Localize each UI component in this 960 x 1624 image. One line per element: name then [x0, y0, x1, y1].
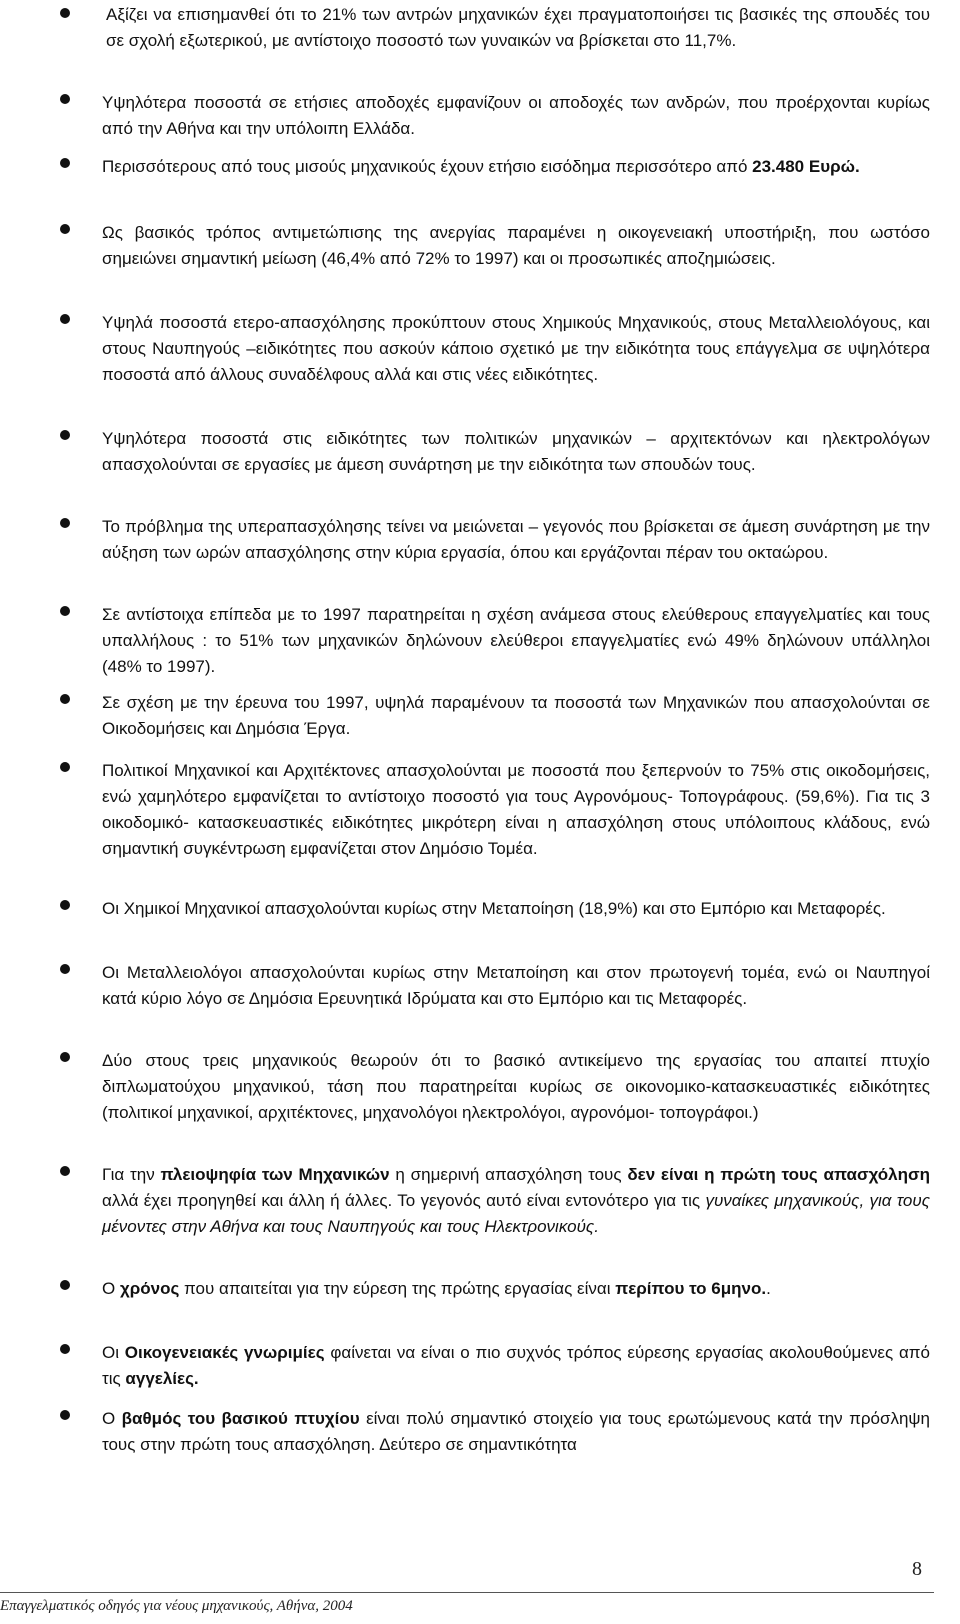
bullet-item — [60, 1276, 934, 1302]
bullet-text — [102, 426, 930, 478]
text-segment: . — [766, 1279, 771, 1298]
bullet-marker — [60, 762, 70, 772]
text-segment: Το πρόβλημα της υπεραπασχόλησης τείνει να μειώνεται – γεγονός που βρίσκεται σε άμεση συνάρτηση με την αύξηση των ωρών απασχόλησης στην κύρια εργασία, όπου και εργάζονται πέραν του οκταώρου. — [102, 517, 930, 562]
text-segment: αγγελίες. — [125, 1369, 199, 1388]
bullet-marker — [60, 1280, 70, 1290]
text-segment: Οι — [102, 1343, 125, 1362]
text-segment: η σημερινή απασχόληση τους — [389, 1165, 628, 1184]
text-segment: περίπου το 6μηνο. — [615, 1279, 767, 1298]
text-segment: που απαιτείται για την εύρεση της πρώτης εργασίας είναι — [179, 1279, 616, 1298]
bullet-item — [60, 154, 934, 180]
text-segment: Υψηλότερα ποσοστά στις ειδικότητες των πολιτικών μηχανικών – αρχιτεκτόνων και ηλεκτρολόγων απασχολούνται σε εργασίες με άμεση συνάρτηση με την ειδικότητα των σπουδών τους. — [102, 429, 930, 474]
text-segment: Σε σχέση με την έρευνα του 1997, υψηλά παραμένουν τα ποσοστά των Μηχανικών που απασχολούνται σε Οικοδομήσεις και Δημόσια Έργα. — [102, 693, 930, 738]
text-segment: χρόνος — [119, 1279, 180, 1298]
bullet-text — [102, 310, 930, 388]
bullet-text — [102, 154, 930, 180]
text-segment: Ο — [102, 1409, 122, 1428]
bullet-item — [60, 1340, 934, 1392]
bullet-item — [60, 1406, 934, 1458]
bullet-text — [102, 960, 930, 1012]
text-segment: πλειοψηφία των Μηχανικών — [160, 1165, 390, 1184]
text-segment: αλλά έχει προηγηθεί και άλλη ή άλλες. Το γεγονός αυτό είναι εντονότερο για τις — [102, 1191, 706, 1210]
footer-divider — [0, 1592, 934, 1593]
bullet-marker — [60, 1052, 70, 1062]
bullet-text — [102, 602, 930, 680]
footer-text: Επαγγελματικός οδηγός για νέους μηχανικούς, Αθήνα, 2004 — [0, 1598, 353, 1614]
bullet-marker — [60, 1166, 70, 1176]
text-segment: Πολιτικοί Μηχανικοί και Αρχιτέκτονες απασχολούνται με ποσοστά που ξεπερνούν το 75% στις οικοδομήσεις, ενώ χαμηλότερο εμφανίζεται το αντίστοιχο ποσοστό για τους Αγρονόμους- Τοπογράφους. (59,6%). Για τις 3 οικοδομικό- κατασκευαστικές ειδικότητες μικρότερη είναι η απασχόληση στους υπόλοιπους κλάδους, ενώ σημαντική συγκέντρωση εμφανίζεται στον Δημόσιο Τομέα. — [102, 761, 930, 858]
bullet-item — [60, 960, 934, 1012]
bullet-marker — [60, 224, 70, 234]
bullet-marker — [60, 94, 70, 104]
text-segment: γυναίκες μηχανικούς, για τους μένοντες στην Αθήνα και τους Ναυπηγούς και τους Ηλεκτρονικούς. — [102, 1191, 930, 1236]
text-segment: Σε αντίστοιχα επίπεδα με το 1997 παρατηρείται η σχέση ανάμεσα στους ελεύθερους επαγγελματίες και τους υπαλλήλους : το 51% των μηχανικών δηλώνουν ελεύθεροι επαγγελματίες ενώ 49% δηλώνουν υπάλληλοι (48% το 1997). — [102, 605, 930, 676]
bullet-marker — [60, 518, 70, 528]
text-segment: Δύο στους τρεις μηχανικούς θεωρούν ότι το βασικό αντικείμενο της εργασίας του απαιτεί πτυχίο διπλωματούχου μηχανικού, τάση που παρατηρείται κυρίως σε οικονομικο-κατασκευαστικές ειδικότητες (πολιτικοί μηχανικοί, αρχιτέκτονες, μηχανολόγοι ηλεκτρολόγοι, αγρονόμοι- τοπογράφοι.) — [102, 1051, 930, 1122]
bullet-marker — [60, 158, 70, 168]
bullet-item — [60, 690, 934, 742]
bullet-marker — [60, 314, 70, 324]
bullet-marker — [60, 8, 70, 18]
bullet-item — [60, 896, 934, 922]
bullet-text — [102, 90, 930, 142]
bullet-text — [102, 896, 930, 922]
text-segment: Αξίζει να επισημανθεί ότι το 21% των αντρών μηχανικών έχει πραγματοποιήσει τις βασικές της σπουδές του σε σχολή εξωτερικού, με αντίστοιχο ποσοστό των γυναικών να βρίσκεται στο 11,7%. — [106, 5, 930, 50]
bullet-item — [60, 514, 934, 566]
text-segment: Οι Χημικοί Μηχανικοί απασχολούνται κυρίως στην Μεταποίηση (18,9%) και στο Εμπόριο και Μεταφορές. — [102, 899, 886, 918]
bullet-item — [60, 90, 934, 142]
text-segment: Ο — [102, 1279, 120, 1298]
bullet-item — [60, 310, 934, 388]
bullet-text — [102, 1162, 930, 1240]
text-segment: Ως βασικός τρόπος αντιμετώπισης της ανεργίας παραμένει η οικογενειακή υποστήριξη, που ωστόσο σημειώνει σημαντική μείωση (46,4% από 72% το 1997) και οι προσωπικές αποζημιώσεις. — [102, 223, 930, 268]
text-segment: 23.480 Ευρώ. — [752, 157, 860, 176]
text-segment: δεν είναι η πρώτη τους απασχόληση — [627, 1165, 931, 1184]
bullet-text — [106, 2, 930, 54]
bullet-marker — [60, 900, 70, 910]
bullet-item — [60, 1162, 934, 1240]
text-segment: Οι Μεταλλειολόγοι απασχολούνται κυρίως στην Μεταποίηση και στον πρωτογενή τομέα, ενώ οι Ναυπηγοί κατά κύριο λόγο σε Δημόσια Ερευνητικά Ιδρύματα και στο Εμπόριο και τις Μεταφορές. — [102, 963, 930, 1008]
bullet-item — [60, 220, 934, 272]
bullet-item — [60, 1048, 934, 1126]
text-segment: είναι πολύ σημαντικό στοιχείο για τους ερωτώμενους κατά την πρόσληψη τους στην πρώτη τους απασχόληση. Δεύτερο σε σημαντικότητα — [102, 1409, 930, 1454]
bullet-text — [102, 514, 930, 566]
bullet-marker — [60, 1410, 70, 1420]
bullet-text — [102, 1048, 930, 1126]
bullet-item — [60, 602, 934, 680]
bullet-marker — [60, 606, 70, 616]
text-segment: Περισσότερους από τους μισούς μηχανικούς έχουν ετήσιο εισόδημα περισσότερο από — [102, 157, 753, 176]
bullet-marker — [60, 964, 70, 974]
page-number: 8 — [912, 1558, 922, 1580]
bullet-marker — [60, 430, 70, 440]
bullet-text — [102, 1276, 930, 1302]
bullet-text — [102, 758, 930, 862]
bullet-item — [60, 426, 934, 478]
bullet-marker — [60, 694, 70, 704]
bullet-text — [102, 1340, 930, 1392]
bullet-marker — [60, 1344, 70, 1354]
text-segment: Για την — [102, 1165, 161, 1184]
text-segment: Οικογενειακές γνωριμίες — [124, 1343, 325, 1362]
bullet-item — [60, 758, 934, 862]
bullet-text — [102, 690, 930, 742]
text-segment: Υψηλότερα ποσοστά σε ετήσιες αποδοχές εμφανίζουν οι αποδοχές των ανδρών, που προέρχονται κυρίως από την Αθήνα και την υπόλοιπη Ελλάδα. — [102, 93, 930, 138]
text-segment: βαθμός του βασικού πτυχίου — [121, 1409, 360, 1428]
text-segment: Υψηλά ποσοστά ετερο-απασχόλησης προκύπτουν στους Χημικούς Μηχανικούς, στους Μεταλλειολόγους, και στους Ναυπηγούς –ειδικότητες που ασκούν κάποιο σχετικό με την ειδικότητα τους επάγγελμα σε υψηλότερα ποσοστά από άλλους συναδέλφους αλλά και στις νέες ειδικότητες. — [102, 313, 930, 384]
text-segment: φαίνεται να είναι ο πιο συχνός τρόπος εύρεσης εργασίας ακολουθούμενες από τις — [102, 1343, 930, 1388]
bullet-item — [60, 2, 934, 54]
bullet-text — [102, 220, 930, 272]
bullet-text — [102, 1406, 930, 1458]
